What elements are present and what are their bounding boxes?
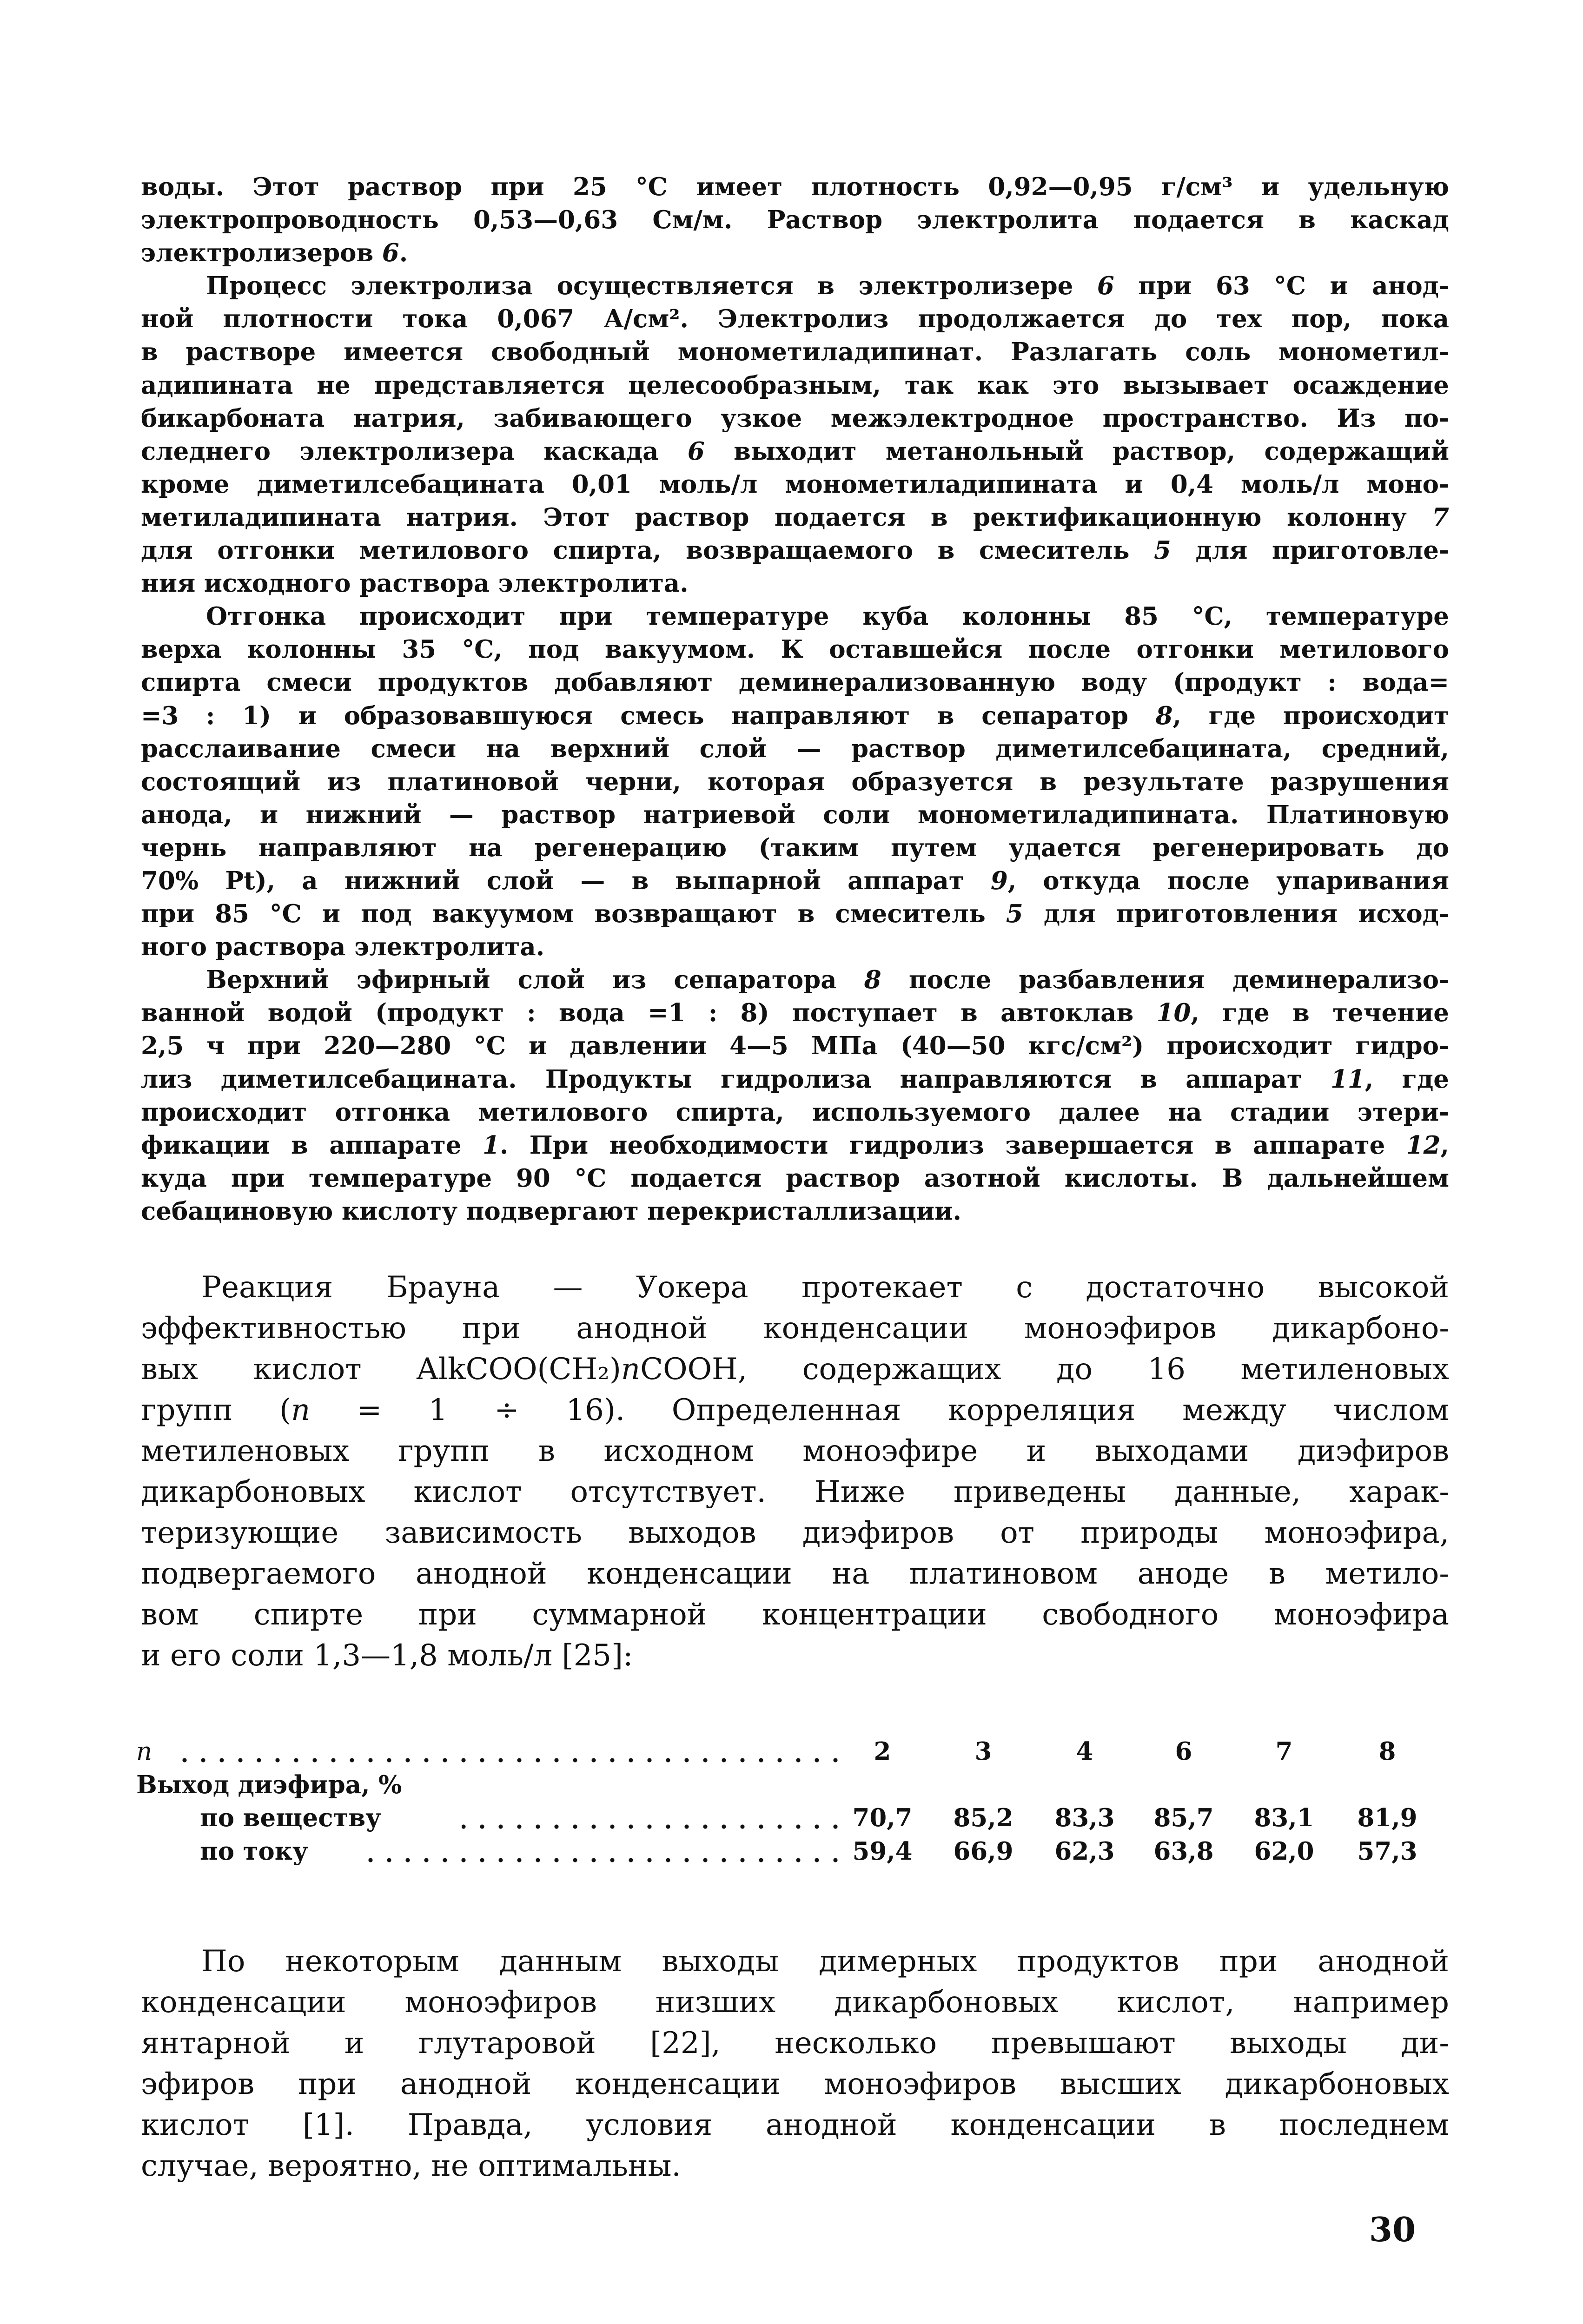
text-run: подвергаемого анодной конденсации на платиновом аноде в метило-: [141, 1557, 1449, 1591]
n-value: 7: [1275, 1737, 1293, 1766]
group-label: Выход диэфира, %: [136, 1769, 410, 1802]
text-line: [141, 1982, 1449, 2023]
diester-yield-table: [136, 1735, 1449, 1868]
text-line: [141, 1030, 1449, 1063]
table-cell: 59,4: [852, 1836, 913, 1866]
text-line: [141, 865, 1449, 898]
text-run: происходит отгонка метилового спирта, используемого далее на стадии этери-: [141, 1097, 1449, 1127]
text-run: в растворе имеется свободный монометиладипинат. Разлагать соль монометил-: [141, 337, 1449, 367]
text-run: ния исходного раствора электролита.: [141, 569, 689, 598]
italic-text: 1: [482, 1130, 500, 1160]
text-run: , где: [1364, 1064, 1449, 1094]
text-line: [141, 1390, 1449, 1431]
text-run: для приготовле-: [1171, 536, 1449, 565]
text-run: после разбавления деминерализо-: [881, 965, 1449, 995]
text-run: электропроводность 0,53—0,63 См/м. Раствор электролита подается в каскад: [141, 205, 1449, 235]
text-line: [141, 898, 1449, 931]
text-line: [141, 1063, 1449, 1096]
table-cell: 83,3: [1054, 1803, 1115, 1832]
text-line: [141, 666, 1449, 699]
text-run: Процесс электролиза осуществляется в электролизере: [206, 271, 1097, 301]
text-run: фикации в аппарате: [141, 1130, 483, 1160]
text-run: янтарной и глутаровой [22], несколько превышают выходы ди-: [141, 2026, 1449, 2060]
text-line: [141, 567, 1449, 600]
table-cell: 81,9: [1357, 1803, 1417, 1832]
closing-paragraph: [141, 1941, 1449, 2186]
text-run: ного раствора электролита.: [141, 932, 545, 962]
italic-text: 6: [382, 238, 399, 268]
n-value: 2: [874, 1737, 891, 1766]
text-run: расслаивание смеси на верхний слой — раствор диметилсебацината, средний,: [141, 734, 1449, 763]
text-line: [141, 2146, 1449, 2186]
text-run: при 85 °С и под вакуумом возвращают в смеситель: [141, 899, 1006, 929]
text-line: [141, 931, 1449, 964]
text-line: [141, 1349, 1449, 1390]
text-run: для приготовления исход-: [1023, 899, 1449, 929]
text-line: [141, 600, 1449, 633]
italic-text: 9: [990, 866, 1008, 895]
text-line: [141, 204, 1449, 237]
small-print-section: [141, 171, 1449, 1228]
text-line: [141, 1267, 1449, 1308]
table-cell: 62,0: [1254, 1836, 1314, 1866]
text-run: электролизеров: [141, 238, 382, 268]
text-run: лиз диметилсебацината. Продукты гидролиза направляются в аппарат: [141, 1064, 1331, 1094]
text-run: для отгонки метилового спирта, возвращаемого в смеситель: [141, 536, 1154, 565]
text-run: эффективностью при анодной конденсации моноэфиров дикарбоно-: [141, 1311, 1449, 1346]
italic-text: n: [621, 1352, 641, 1386]
text-run: метиленовых групп в исходном моноэфире и выходами диэфиров: [141, 1434, 1449, 1468]
text-run: эфиров при анодной конденсации моноэфиров высших дикарбоновых: [141, 2067, 1449, 2101]
text-line: [141, 700, 1449, 733]
text-run: 2,5 ч при 220—280 °С и давлении 4—5 МПа (40—50 кгс/см²) происходит гидро-: [141, 1031, 1449, 1061]
text-line: [141, 733, 1449, 766]
text-run: куда при температуре 90 °С подается раствор азотной кислоты. В дальнейшем: [141, 1163, 1449, 1193]
text-run: дикарбоновых кислот отсутствует. Ниже приведены данные, харак-: [141, 1475, 1449, 1509]
text-line: [141, 2064, 1449, 2105]
text-line: [141, 534, 1449, 567]
text-run: верха колонны 35 °С, под вакуумом. К оставшейся после отгонки метилового: [141, 635, 1449, 664]
italic-text: 8: [1155, 701, 1173, 730]
italic-text: n: [291, 1393, 311, 1427]
text-run: , где происходит: [1172, 701, 1449, 730]
text-run: кроме диметилсебацината 0,01 моль/л монометиладипината и 0,4 моль/л моно-: [141, 469, 1449, 499]
text-run: Верхний эфирный слой из сепаратора: [206, 965, 864, 995]
italic-text: 10: [1156, 998, 1191, 1028]
text-run: Отгонка происходит при температуре куба колонны 85 °С, температуре: [206, 602, 1449, 631]
text-run: COOH, содержащих до 16 метиленовых: [640, 1352, 1450, 1386]
text-run: при 63 °С и анод-: [1114, 271, 1449, 301]
text-run: = 1 ÷ 16). Определенная корреляция между числом: [310, 1393, 1449, 1427]
text-line: [141, 468, 1449, 501]
italic-text: 8: [864, 965, 881, 995]
brown-walker-paragraph: [141, 1267, 1449, 1676]
text-run: групп (: [141, 1393, 291, 1427]
table-row: [136, 1835, 1449, 1868]
text-line: [141, 964, 1449, 997]
text-run: ной плотности тока 0,067 А/см². Электролиз продолжается до тех пор, пока: [141, 304, 1449, 334]
text-run: следнего электролизера каскада: [141, 436, 688, 466]
text-line: [141, 2105, 1449, 2146]
text-line: [141, 1096, 1449, 1129]
table-cell: 63,8: [1153, 1836, 1214, 1866]
text-run: , где в течение: [1191, 998, 1449, 1028]
text-run: . При необходимости гидролиз завершается в аппарате: [499, 1130, 1406, 1160]
table-cell: 70,7: [852, 1803, 913, 1832]
text-run: адипината не представляется целесообразным, так как это вызывает осаждение: [141, 370, 1449, 400]
text-line: [141, 1162, 1449, 1195]
text-line: [141, 171, 1449, 204]
text-line: [141, 501, 1449, 534]
italic-text: 5: [1006, 899, 1023, 929]
dot-leader: [169, 1735, 845, 1769]
italic-text: 11: [1331, 1064, 1365, 1094]
text-line: [141, 1512, 1449, 1553]
table-cell: 85,2: [953, 1803, 1013, 1832]
text-run: метиладипината натрия. Этот раствор подается в ректификационную колонну: [141, 502, 1432, 532]
text-run: , откуда после упаривания: [1007, 866, 1449, 895]
row-label: по веществу: [200, 1802, 390, 1835]
n-value: 6: [1175, 1737, 1192, 1766]
text-line: [141, 303, 1449, 336]
table-group-row: [136, 1769, 1449, 1802]
text-line: [141, 1195, 1449, 1228]
text-run: ванной водой (продукт : вода =1 : 8) поступает в автоклав: [141, 998, 1157, 1028]
table-cell: 85,7: [1153, 1803, 1214, 1832]
text-run: состоящий из платиновой черни, которая образуется в результате разрушения: [141, 767, 1449, 796]
text-line: [141, 435, 1449, 468]
text-run: кислот [1]. Правда, условия анодной конденсации в последнем: [141, 2108, 1449, 2142]
table-cell: 83,1: [1254, 1803, 1314, 1832]
dot-leader: [462, 1802, 845, 1835]
row-label: по току: [200, 1835, 317, 1868]
table-cell: 66,9: [953, 1836, 1013, 1866]
table-row: [136, 1802, 1449, 1835]
text-line: [141, 402, 1449, 435]
text-run: анода, и нижний — раствор натриевой соли монометиладипината. Платиновую: [141, 800, 1449, 829]
text-line: [141, 997, 1449, 1030]
text-line: [141, 799, 1449, 832]
text-line: [141, 2023, 1449, 2064]
text-run: вых кислот AlkCOO(CH₂): [141, 1352, 621, 1386]
text-run: .: [399, 238, 408, 268]
text-run: чернь направляют на регенерацию (таким путем удается регенерировать до: [141, 833, 1449, 862]
text-run: спирта смеси продуктов добавляют деминерализованную воду (продукт : вода=: [141, 668, 1449, 697]
table-cell: 62,3: [1054, 1836, 1115, 1866]
italic-text: 5: [1154, 536, 1171, 565]
n-value: 4: [1076, 1737, 1093, 1766]
text-run: случае, вероятно, не оптимальны.: [141, 2149, 681, 2183]
text-run: вом спирте при суммарной концентрации свободного моноэфира: [141, 1598, 1449, 1632]
italic-text: 6: [687, 436, 705, 466]
text-line: [141, 633, 1449, 666]
text-run: ,: [1440, 1130, 1449, 1160]
text-line: [141, 1472, 1449, 1512]
n-value: 3: [974, 1737, 992, 1766]
text-line: [141, 336, 1449, 369]
text-run: По некоторым данным выходы димерных продуктов при анодной: [201, 1944, 1449, 1979]
text-line: [141, 832, 1449, 865]
text-run: выходит метанольный раствор, содержащий: [704, 436, 1449, 466]
italic-text: 7: [1432, 502, 1449, 532]
text-run: 70% Pt), а нижний слой — в выпарной аппарат: [141, 866, 991, 895]
n-value: 8: [1378, 1737, 1396, 1766]
text-line: [141, 1594, 1449, 1635]
table-header-row: [136, 1735, 1449, 1769]
dot-leader: [359, 1835, 845, 1868]
text-line: [141, 1941, 1449, 1982]
italic-text: 12: [1406, 1130, 1441, 1160]
text-line: [141, 1129, 1449, 1162]
text-run: Реакция Брауна — Уокера протекает с достаточно высокой: [201, 1270, 1449, 1305]
text-line: [141, 1635, 1449, 1676]
text-line: [141, 237, 1449, 270]
text-line: [141, 270, 1449, 303]
text-run: себациновую кислоту подвергают перекристаллизации.: [141, 1196, 961, 1226]
text-run: конденсации моноэфиров низших дикарбоновых кислот, например: [141, 1985, 1449, 2020]
italic-text: 6: [1097, 271, 1114, 301]
text-run: и его соли 1,3—1,8 моль/л [25]:: [141, 1638, 633, 1673]
text-run: теризующие зависимость выходов диэфиров от природы моноэфира,: [141, 1516, 1449, 1550]
text-run: воды. Этот раствор при 25 °С имеет плотность 0,92—0,95 г/см³ и удельную: [141, 172, 1449, 201]
text-run: бикарбоната натрия, забивающего узкое межэлектродное пространство. Из по-: [141, 403, 1449, 433]
text-line: [141, 369, 1449, 402]
text-line: [141, 1308, 1449, 1349]
n-label: n: [136, 1735, 160, 1769]
text-line: [141, 1431, 1449, 1472]
text-line: [141, 1553, 1449, 1594]
text-run: =3 : 1) и образовавшуюся смесь направляют в сепаратор: [141, 701, 1156, 730]
text-line: [141, 766, 1449, 799]
page-number: 30: [1369, 2210, 1416, 2249]
table-cell: 57,3: [1357, 1836, 1417, 1866]
